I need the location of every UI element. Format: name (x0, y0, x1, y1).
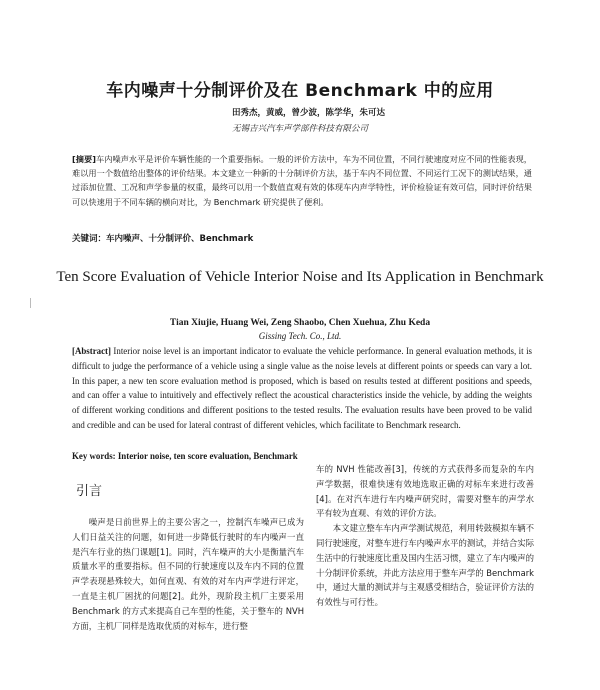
chinese-affiliation: 无锡吉兴汽车声学部件科技有限公司 (232, 124, 369, 134)
chinese-title: 车内噪声十分制评价及在 Benchmark 中的应用 (106, 81, 494, 101)
right-column (316, 462, 534, 610)
english-abstract (72, 344, 532, 433)
left-column (72, 470, 304, 633)
english-abstract-text: Interior noise level is an important indicator to evaluate the vehicle performance. In general evaluation methods, it is difficult to judge the performance of a vehicle using a single value as the noise levels at different points or speeds can vary a lot. In this paper, a new ten score evaluation method is proposed, which is based on results tested at different positions and speeds, and can offer a value to intuitively and effectively reflect the acoustical characteristics inside the vehicle, by adding the weights of different working conditions and different positions to the tested results. The evaluation results have been proved to be valid and credible and can be used for lateral contrast of different vehicles, which facilitate to Benchmark research. (72, 346, 533, 430)
english-abstract-label: [Abstract] (72, 346, 111, 356)
section-heading-introduction: 引言 (76, 484, 103, 499)
english-authors: Tian Xiujie, Huang Wei, Zeng Shaobo, Chen Xuehua, Zhu Keda (169, 318, 431, 328)
intro-paragraph-left: 噪声是日前世界上的主要公害之一，控制汽车噪声已成为人们日益关注的问题，如何进一步降低行驶时的车内噪声一直是汽车行业的热门课题[1]。同时，汽车噪声的大小是衡量汽车质量水平的重要指标。但不同的行驶速度以及车内不同的位置声学表现悬殊较大，如何直观、有效的对车内声学进行评定，一直是主机厂困扰的问题[2]。此外，现阶段主机厂主要采用 Benchmark 的方式来提高自己车型的性能，关于整车的 NVH 方面，主机厂同样是选取优质的对标车，进行整 (72, 517, 304, 631)
intro-paragraph-right-1: 车的 NVH 性能改善[3]，传统的方式获得多而复杂的车内声学数据，很难快速有效地选取正确的对标车来进行改善[4]。在对汽车进行车内噪声研究时，需要对整车的声学水平有较为直观、有效的评价方法。 (316, 464, 534, 519)
english-affiliation: Gissing Tech. Co., Ltd. (258, 331, 342, 341)
english-title: Ten Score Evaluation of Vehicle Interior Noise and Its Application in Benchmark (56, 269, 544, 285)
english-keywords: Key words: Interior noise, ten score evaluation, Benchmark (72, 451, 298, 461)
chinese-abstract-text: 车内噪声水平是评价车辆性能的一个重要指标。一般的评价方法中，车为不同位置，不同行驶速度对应不同的性能表现，难以用一个数值给出整体的评价结果。本文建立一种新的十分制评价方法，基于车内不同位置、不同运行工况下的测试结果，通过添加位置、工况和声学参量的权重，最终可以用一个数值直观有效的体现车内声学特性，评价检验证有效可信，同时评价结果可以快速用于不同车辆的横向对比，为 Benchmark 研究提供了便利。 (72, 154, 532, 207)
chinese-abstract (72, 152, 532, 209)
chinese-abstract-label: [摘要] (72, 154, 96, 164)
chinese-authors: 田秀杰，黄威，曾少波，陈学华，朱可达 (232, 108, 386, 118)
intro-paragraph-right-2: 本文建立整车车内声学测试规范，利用转鼓模拟车辆不同行驶速度，对整车进行车内噪声水平的测试，并结合实际生活中的行驶速度比重及国内生活习惯，建立了车内噪声的十分制评价系统，并此方法应用于整车声学的 Benchmark 中，通过大量的测试并与主观感受相结合，验证评价方法的有效性与可行性。 (316, 523, 534, 608)
margin-mark (30, 298, 31, 308)
chinese-keywords: 关键词：车内噪声、十分制评价、Benchmark (72, 234, 254, 244)
